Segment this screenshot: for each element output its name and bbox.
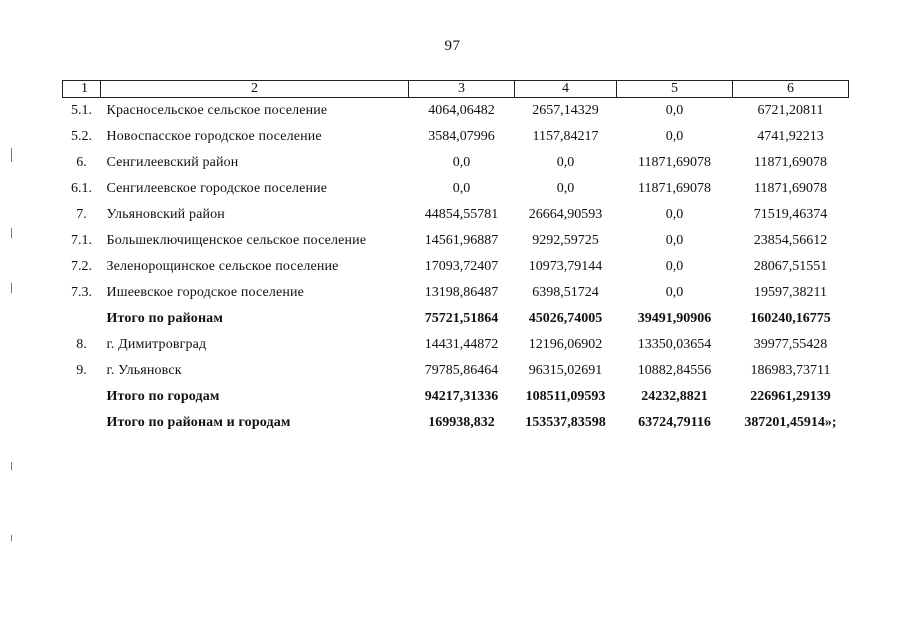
row-number: 5.2. (71, 129, 92, 144)
value-col-5: 0,0 (665, 207, 684, 222)
municipality-name: Зеленорощинское сельское поселение (106, 259, 339, 274)
scan-speck (11, 283, 12, 293)
value-col-4: 0,0 (556, 181, 575, 196)
value-col-4: 9292,59725 (532, 233, 599, 248)
value-col-3: 0,0 (452, 181, 471, 196)
value-col-6: 11871,69078 (754, 181, 827, 196)
value-col-3: 17093,72407 (424, 259, 499, 274)
row-number: 6.1. (71, 181, 92, 196)
municipality-name: Ульяновский район (106, 207, 225, 222)
value-col-3: 94217,31336 (424, 389, 499, 404)
value-col-5: 0,0 (665, 259, 684, 274)
table-row (63, 358, 849, 384)
table-row (63, 280, 849, 306)
municipality-name: г. Ульяновск (106, 363, 182, 378)
value-col-4: 10973,79144 (528, 259, 603, 274)
value-col-3: 13198,86487 (424, 285, 499, 300)
value-col-3: 3584,07996 (428, 129, 495, 144)
table-row (63, 150, 849, 176)
value-col-4: 96315,02691 (528, 363, 603, 378)
column-number-header-row (63, 81, 849, 98)
value-col-3: 4064,06482 (428, 103, 495, 118)
value-col-5: 24232,8821 (641, 389, 708, 404)
value-col-3: 14431,44872 (424, 337, 499, 352)
value-col-6: 226961,29139 (750, 389, 831, 404)
value-col-3: 75721,51864 (424, 311, 499, 326)
column-header-1: 1 (63, 81, 101, 98)
column-header-3: 3 (409, 81, 515, 98)
row-number: 9. (76, 363, 87, 378)
value-col-5: 11871,69078 (638, 155, 711, 170)
municipality-name: Красносельское сельское поселение (106, 103, 328, 118)
table-row (63, 98, 849, 125)
value-col-6: 387201,45914»; (744, 415, 837, 430)
value-col-5: 13350,03654 (637, 337, 712, 352)
value-col-4: 0,0 (556, 155, 575, 170)
row-number: 7. (76, 207, 87, 222)
value-col-3: 14561,96887 (424, 233, 499, 248)
scan-speck (11, 228, 12, 238)
table-row (63, 254, 849, 280)
value-col-5: 63724,79116 (638, 415, 711, 430)
value-col-5: 0,0 (665, 103, 684, 118)
scan-speck (11, 535, 12, 541)
row-number: 7.1. (71, 233, 92, 248)
budget-table (62, 80, 849, 436)
column-header-4: 4 (515, 81, 617, 98)
total-row (63, 410, 849, 436)
row-number: 6. (76, 155, 87, 170)
value-col-5: 0,0 (665, 129, 684, 144)
row-number: 5.1. (71, 103, 92, 118)
value-col-6: 160240,16775 (750, 311, 831, 326)
row-number: 8. (76, 337, 87, 352)
value-col-4: 2657,14329 (532, 103, 599, 118)
value-col-4: 45026,74005 (528, 311, 603, 326)
row-number (63, 306, 101, 332)
value-col-6: 11871,69078 (754, 155, 827, 170)
value-col-5: 10882,84556 (637, 363, 712, 378)
column-header-6: 6 (733, 81, 849, 98)
row-number: 7.2. (71, 259, 92, 274)
column-header-2: 2 (101, 81, 409, 98)
table-row (63, 332, 849, 358)
value-col-4: 153537,83598 (525, 415, 606, 430)
value-col-5: 11871,69078 (638, 181, 711, 196)
municipality-name: г. Димитровград (106, 337, 207, 352)
municipality-name: Новоспасское городское поселение (106, 129, 322, 144)
value-col-6: 28067,51551 (753, 259, 828, 274)
value-col-6: 6721,20811 (757, 103, 824, 118)
municipality-name: Сенгилеевский район (106, 155, 239, 170)
value-col-4: 1157,84217 (532, 129, 599, 144)
value-col-5: 39491,90906 (637, 311, 712, 326)
value-col-6: 71519,46374 (753, 207, 828, 222)
value-col-3: 79785,86464 (424, 363, 499, 378)
total-row (63, 384, 849, 410)
table-row (63, 202, 849, 228)
value-col-5: 0,0 (665, 285, 684, 300)
row-number (63, 410, 101, 436)
value-col-5: 0,0 (665, 233, 684, 248)
table-row (63, 176, 849, 202)
page-number: 97 (444, 38, 461, 54)
value-col-6: 39977,55428 (753, 337, 828, 352)
value-col-6: 19597,38211 (754, 285, 827, 300)
municipality-name: Сенгилеевское городское поселение (106, 181, 328, 196)
table-row (63, 124, 849, 150)
value-col-4: 6398,51724 (532, 285, 599, 300)
value-col-6: 4741,92213 (757, 129, 824, 144)
value-col-3: 0,0 (452, 155, 471, 170)
row-number: 7.3. (71, 285, 92, 300)
value-col-3: 44854,55781 (424, 207, 499, 222)
scan-speck (11, 462, 12, 470)
column-header-5: 5 (617, 81, 733, 98)
scan-speck (11, 148, 12, 162)
municipality-name: Ишеевское городское поселение (106, 285, 305, 300)
value-col-6: 23854,56612 (753, 233, 828, 248)
value-col-4: 12196,06902 (528, 337, 603, 352)
total-row (63, 306, 849, 332)
value-col-4: 26664,90593 (528, 207, 603, 222)
value-col-6: 186983,73711 (750, 363, 831, 378)
table-row (63, 228, 849, 254)
municipality-name: Итого по городам (106, 389, 220, 404)
row-number (63, 384, 101, 410)
value-col-3: 169938,832 (428, 415, 495, 430)
value-col-4: 108511,09593 (525, 389, 606, 404)
municipality-name: Итого по районам (106, 311, 224, 326)
municipality-name: Большеключищенское сельское поселение (106, 233, 367, 248)
municipality-name: Итого по районам и городам (106, 415, 291, 430)
